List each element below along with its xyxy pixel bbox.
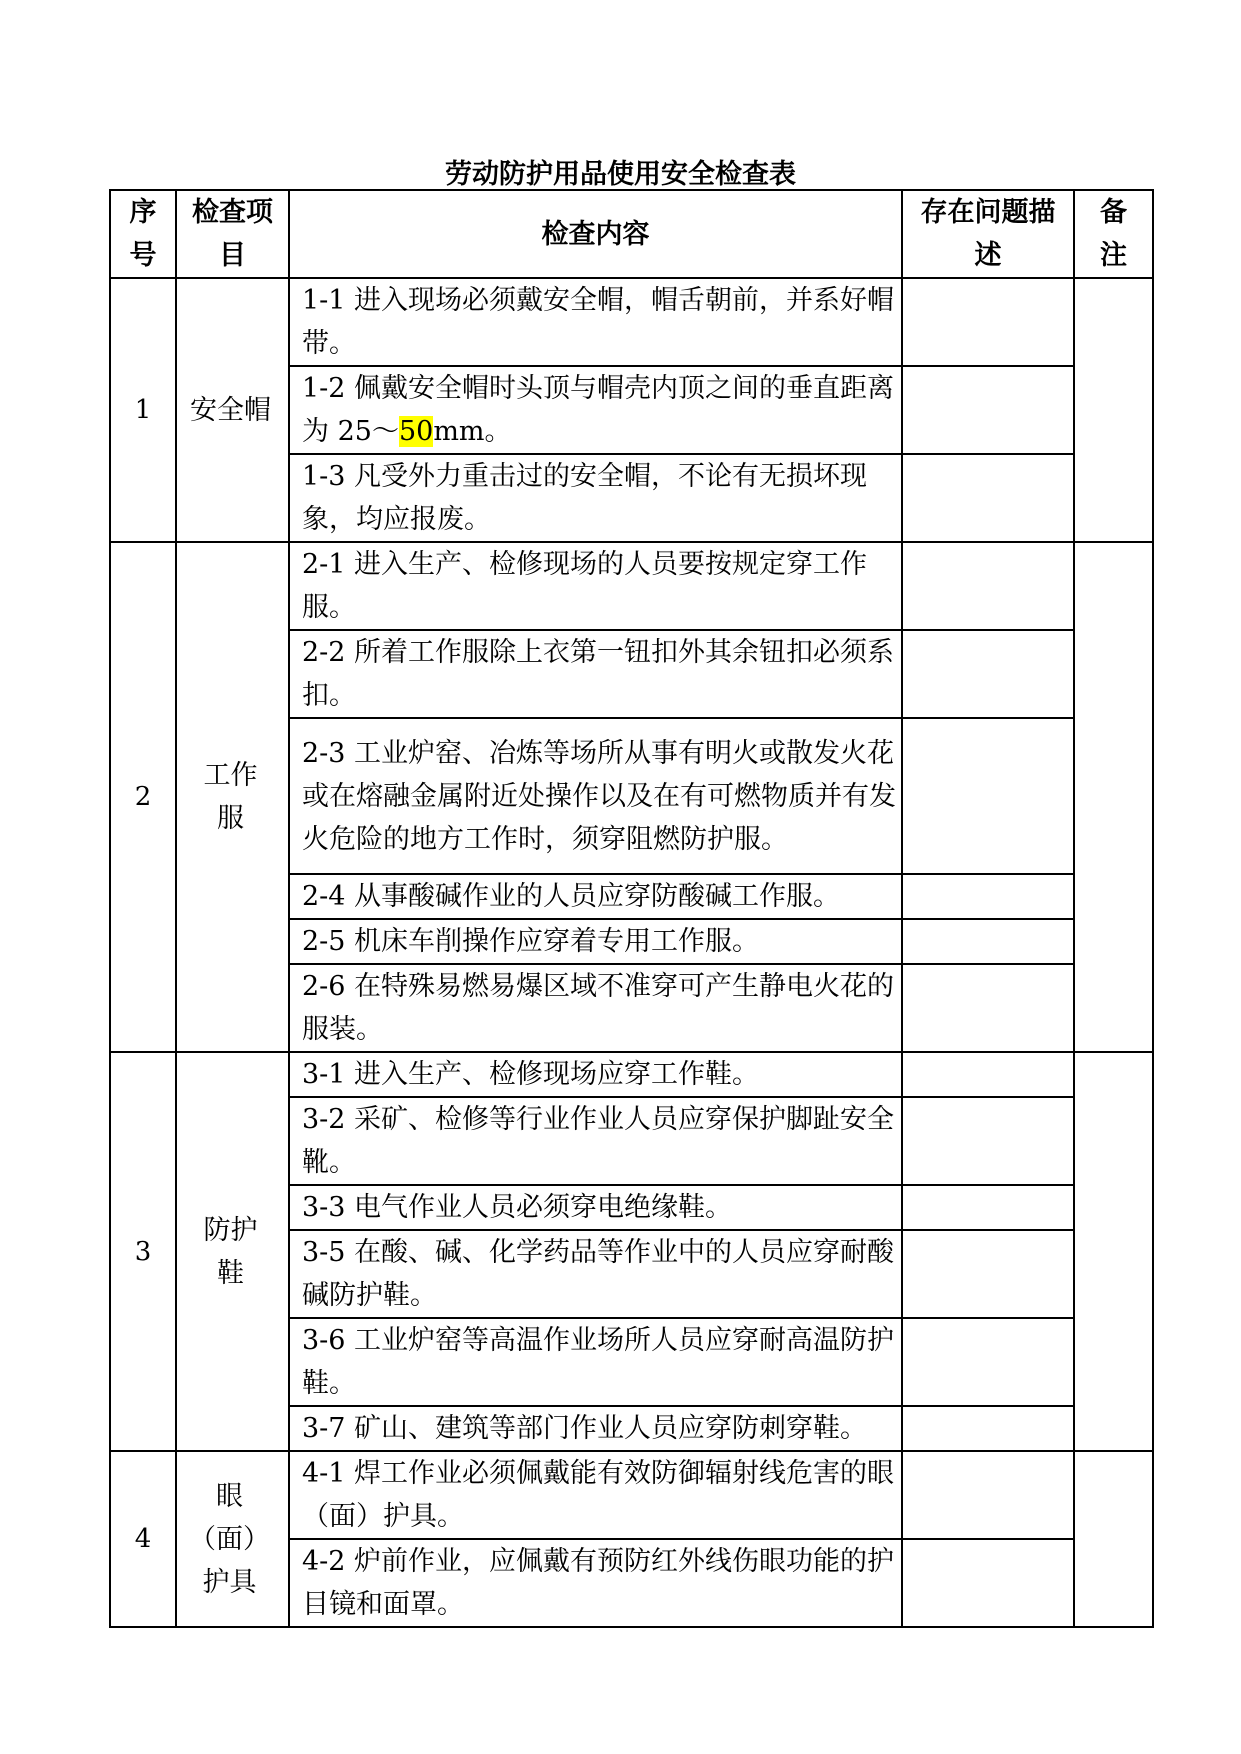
header-problem: 存在问题描述 xyxy=(902,190,1074,278)
check-content: 4-2 炉前作业，应佩戴有预防红外线伤眼功能的护目镜和面罩。 xyxy=(289,1539,902,1627)
table-row xyxy=(110,1052,1153,1097)
group-seq: 1 xyxy=(110,278,176,542)
check-content: 2-1 进入生产、检修现场的人员要按规定穿工作服。 xyxy=(289,542,902,630)
highlight-mark: 50 xyxy=(398,416,434,447)
problem-cell[interactable] xyxy=(902,1406,1074,1451)
header-seq: 序号 xyxy=(110,190,176,278)
table-row xyxy=(110,278,1153,366)
group-seq: 4 xyxy=(110,1451,176,1627)
check-content: 1-3 凡受外力重击过的安全帽，不论有无损坏现象，均应报废。 xyxy=(289,454,902,542)
check-content: 2-6 在特殊易燃易爆区域不准穿可产生静电火花的服装。 xyxy=(289,964,902,1052)
check-content: 2-3 工业炉窑、冶炼等场所从事有明火或散发火花或在熔融金属附近处操作以及在有可燃物质并有发火危险的地方工作时，须穿阻燃防护服。 xyxy=(289,718,902,874)
problem-cell[interactable] xyxy=(902,454,1074,542)
check-content: 3-5 在酸、碱、化学药品等作业中的人员应穿耐酸碱防护鞋。 xyxy=(289,1230,902,1318)
check-content: 2-2 所着工作服除上衣第一钮扣外其余钮扣必须系扣。 xyxy=(289,630,902,718)
remark-cell[interactable] xyxy=(1074,1052,1153,1451)
check-content-highlighted: 1-2 佩戴安全帽时头顶与帽壳内顶之间的垂直距离为 25～50mm。 xyxy=(289,366,902,454)
table-row xyxy=(110,542,1153,630)
header-remark: 备注 xyxy=(1074,190,1153,278)
problem-cell[interactable] xyxy=(902,1052,1074,1097)
table-row xyxy=(110,1451,1153,1539)
remark-cell[interactable] xyxy=(1074,542,1153,1052)
check-content: 2-4 从事酸碱作业的人员应穿防酸碱工作服。 xyxy=(289,874,902,919)
group-seq: 2 xyxy=(110,542,176,1052)
problem-cell[interactable] xyxy=(902,630,1074,718)
check-content: 3-3 电气作业人员必须穿电绝缘鞋。 xyxy=(289,1185,902,1230)
check-content: 1-1 进入现场必须戴安全帽，帽舌朝前，并系好帽带。 xyxy=(289,278,902,366)
check-content: 2-5 机床车削操作应穿着专用工作服。 xyxy=(289,919,902,964)
header-content: 检查内容 xyxy=(289,190,902,278)
remark-cell[interactable] xyxy=(1074,278,1153,542)
group-item: 安全帽 xyxy=(176,278,289,542)
problem-cell[interactable] xyxy=(902,718,1074,874)
group-item: 防护鞋 xyxy=(176,1052,289,1451)
check-content: 3-1 进入生产、检修现场应穿工作鞋。 xyxy=(289,1052,902,1097)
problem-cell[interactable] xyxy=(902,874,1074,919)
problem-cell[interactable] xyxy=(902,278,1074,366)
problem-cell[interactable] xyxy=(902,1185,1074,1230)
problem-cell[interactable] xyxy=(902,919,1074,964)
check-content: 3-6 工业炉窑等高温作业场所人员应穿耐高温防护鞋。 xyxy=(289,1318,902,1406)
check-content: 3-2 采矿、检修等行业作业人员应穿保护脚趾安全靴。 xyxy=(289,1097,902,1185)
problem-cell[interactable] xyxy=(902,1318,1074,1406)
problem-cell[interactable] xyxy=(902,1097,1074,1185)
group-seq: 3 xyxy=(110,1052,176,1451)
check-content: 3-7 矿山、建筑等部门作业人员应穿防刺穿鞋。 xyxy=(289,1406,902,1451)
problem-cell[interactable] xyxy=(902,1230,1074,1318)
group-item: 工作服 xyxy=(176,542,289,1052)
page-title: 劳动防护用品使用安全检查表 xyxy=(445,159,796,190)
problem-cell[interactable] xyxy=(902,964,1074,1052)
problem-cell[interactable] xyxy=(902,366,1074,454)
header-item: 检查项目 xyxy=(176,190,289,278)
group-item: 眼（面）护具 xyxy=(176,1451,289,1627)
problem-cell[interactable] xyxy=(902,1539,1074,1627)
remark-cell[interactable] xyxy=(1074,1451,1153,1627)
problem-cell[interactable] xyxy=(902,1451,1074,1539)
inspection-table xyxy=(109,189,1154,1628)
problem-cell[interactable] xyxy=(902,542,1074,630)
check-content: 4-1 焊工作业必须佩戴能有效防御辐射线危害的眼（面）护具。 xyxy=(289,1451,902,1539)
